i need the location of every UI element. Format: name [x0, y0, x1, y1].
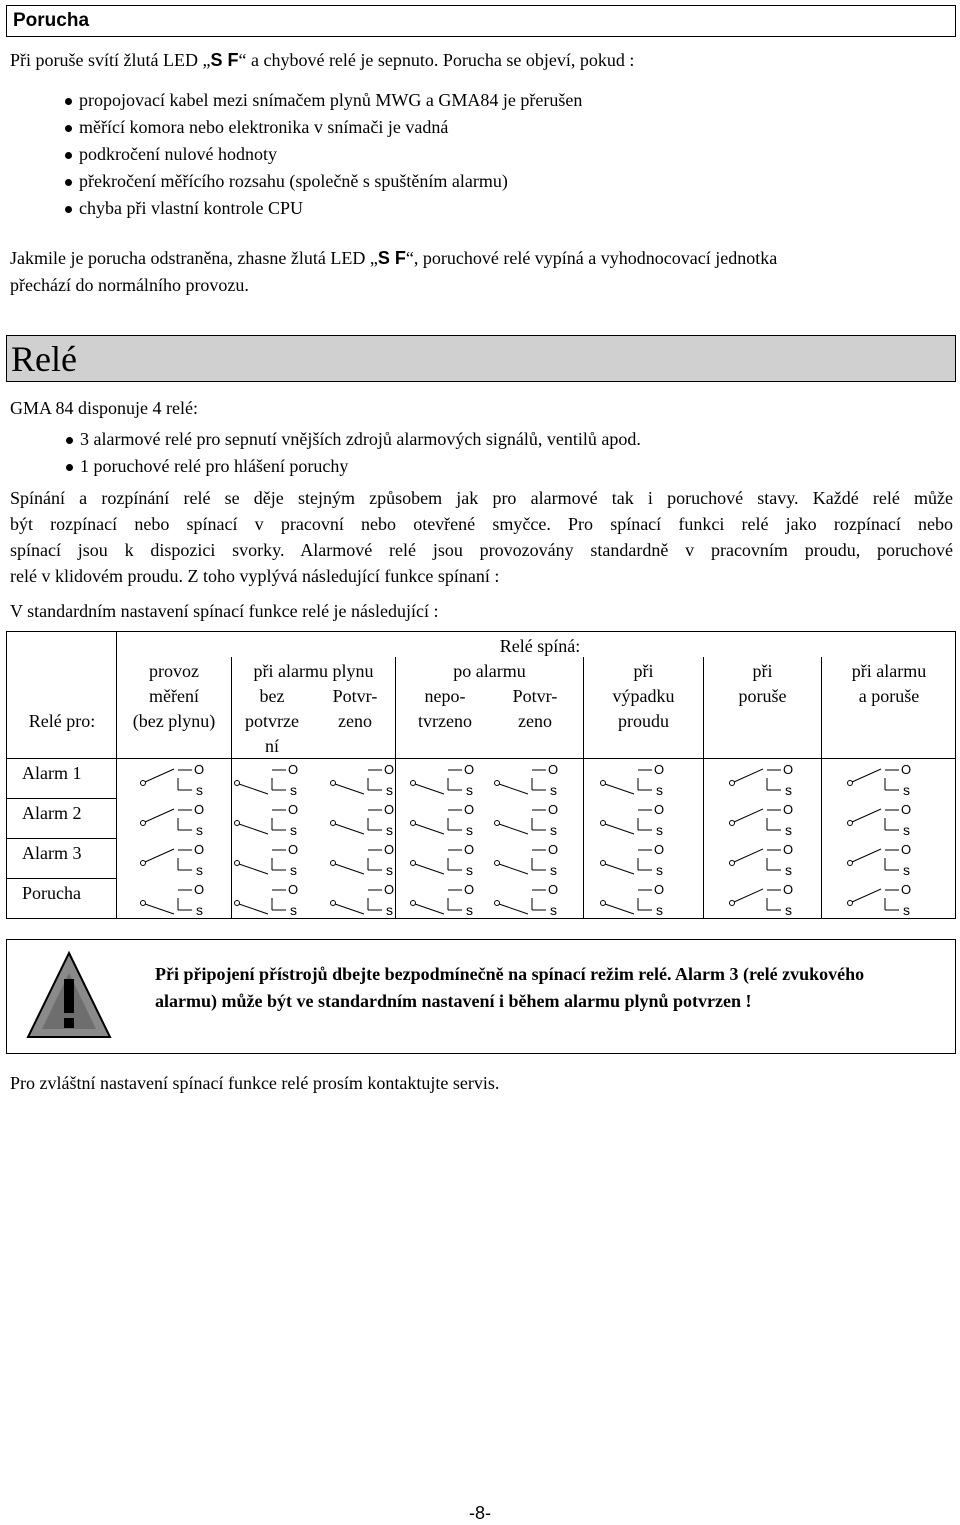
terminal-o-label: Ö: [464, 804, 475, 817]
rele-para-line: spínací jsou k dispozici svorky. Alarmové relé jsou provozovány standardně v pracovním proudu, poruchové: [10, 540, 953, 560]
col-pri-alarmu-a-poruse-l2: a poruše: [858, 686, 920, 706]
porucha-bullet: měřící komora nebo elektronika v snímači je vadná: [79, 117, 449, 137]
terminal-o-label: Ö: [783, 764, 794, 777]
terminal-o-label: Ö: [548, 764, 559, 777]
rele-bullet: 1 poruchové relé pro hlášení poruchy: [80, 456, 349, 476]
terminal-o-label: Ö: [783, 804, 794, 817]
footer-note: Pro zvláštní nastavení spínací funkce relé prosím kontaktujte servis.: [10, 1073, 500, 1093]
table-row-divider: [6, 798, 116, 799]
terminal-s-label: s: [903, 862, 910, 878]
relay-switch-icon: [410, 764, 492, 798]
porucha-intro-a: Při poruše svítí žlutá LED „: [10, 50, 211, 70]
porucha-after-b: “, poruchové relé vypíná a vyhodnocovací jednotka: [405, 248, 778, 268]
relay-switch-icon: [140, 884, 222, 918]
row-label-alarm-3: Alarm 3: [22, 843, 82, 863]
terminal-s-label: s: [386, 782, 393, 798]
porucha-heading: Porucha: [13, 10, 90, 31]
terminal-s-label: s: [785, 822, 792, 838]
terminal-s-label: s: [466, 862, 473, 878]
relay-switch-icon: [494, 884, 576, 918]
relay-switch-icon: [600, 764, 682, 798]
terminal-s-label: s: [196, 862, 203, 878]
rele-para-line: relé v klidovém proudu. Z toho vyplývá následující funkce spínaní :: [10, 566, 500, 586]
led-sf-label: S F: [377, 248, 406, 268]
terminal-s-label: s: [550, 782, 557, 798]
relay-switch-icon: [410, 844, 492, 878]
relay-switch-icon: [234, 884, 316, 918]
terminal-o-label: Ö: [901, 884, 912, 897]
warning-triangle-icon: [24, 949, 114, 1045]
relay-switch-icon: [729, 844, 811, 878]
relay-switch-icon: [847, 844, 929, 878]
relay-switch-icon: [729, 764, 811, 798]
terminal-s-label: s: [903, 782, 910, 798]
porucha-bullet: podkročení nulové hodnoty: [79, 144, 277, 164]
terminal-s-label: s: [550, 862, 557, 878]
page-number: -8-: [469, 1503, 491, 1523]
relay-switch-icon: [600, 804, 682, 838]
terminal-o-label: Ö: [901, 764, 912, 777]
porucha-bullet: propojovací kabel mezi snímačem plynů MWG a GMA84 je přerušen: [79, 90, 583, 110]
relay-switch-icon: [494, 804, 576, 838]
terminal-s-label: s: [290, 822, 297, 838]
col-bez-potvrzeni-l2: potvrze: [245, 711, 299, 731]
terminal-s-label: s: [466, 822, 473, 838]
rele-heading: Relé: [11, 339, 77, 379]
terminal-o-label: Ö: [464, 764, 475, 777]
rele-heading-box: [6, 335, 956, 382]
terminal-o-label: Ö: [288, 804, 299, 817]
col-pri-vypadku-l3: proudu: [618, 711, 669, 731]
terminal-o-label: Ö: [654, 764, 665, 777]
relay-switch-icon: [600, 884, 682, 918]
led-sf-label: S F: [210, 50, 239, 70]
relay-switch-icon: [847, 804, 929, 838]
relay-switch-icon: [234, 804, 316, 838]
terminal-o-label: Ö: [288, 764, 299, 777]
porucha-after-line2: přechází do normálního provozu.: [10, 275, 249, 295]
col-pri-vypadku-l1: při: [633, 661, 654, 681]
relay-switch-icon: [847, 764, 929, 798]
terminal-o-label: Ö: [288, 884, 299, 897]
terminal-o-label: Ö: [548, 844, 559, 857]
terminal-s-label: s: [550, 822, 557, 838]
terminal-o-label: Ö: [384, 884, 395, 897]
terminal-o-label: Ö: [384, 844, 395, 857]
porucha-intro: [10, 50, 634, 71]
terminal-s-label: s: [656, 902, 663, 918]
terminal-s-label: s: [386, 822, 393, 838]
terminal-s-label: s: [290, 902, 297, 918]
terminal-s-label: s: [466, 902, 473, 918]
col-provoz-l1: provoz: [149, 661, 199, 681]
terminal-s-label: s: [290, 862, 297, 878]
relay-switch-icon: [330, 884, 412, 918]
terminal-s-label: s: [903, 822, 910, 838]
terminal-s-label: s: [785, 782, 792, 798]
row-label-alarm-1: Alarm 1: [22, 763, 82, 783]
table-row-divider: [6, 758, 956, 759]
rele-intro: GMA 84 disponuje 4 relé:: [10, 398, 198, 418]
terminal-o-label: Ö: [194, 764, 205, 777]
table-row-divider: [6, 838, 116, 839]
terminal-s-label: s: [290, 782, 297, 798]
col-potvrzeno-2-l1: Potvr-: [512, 686, 558, 706]
relay-for-header: Relé pro:: [28, 711, 96, 731]
terminal-s-label: s: [196, 902, 203, 918]
terminal-o-label: Ö: [654, 884, 665, 897]
relay-switch-icon: [410, 804, 492, 838]
relay-switch-icon: [140, 764, 222, 798]
col-po-alarmu: po alarmu: [453, 661, 526, 681]
terminal-s-label: s: [903, 902, 910, 918]
terminal-o-label: Ö: [384, 804, 395, 817]
table-top-border-left: [6, 631, 116, 632]
relay-switch-icon: [234, 764, 316, 798]
porucha-intro-b: “ a chybové relé je sepnuto. Porucha se objeví, pokud :: [238, 50, 635, 70]
row-label-alarm-2: Alarm 2: [22, 803, 82, 823]
col-pri-poruse-l1: při: [752, 661, 773, 681]
col-nepotvrzeno-l1: nepo-: [424, 686, 466, 706]
terminal-o-label: Ö: [548, 884, 559, 897]
relay-switch-icon: [330, 844, 412, 878]
relay-switch-icon: [494, 764, 576, 798]
relay-switch-icon: [410, 884, 492, 918]
terminal-o-label: Ö: [548, 804, 559, 817]
terminal-o-label: Ö: [901, 804, 912, 817]
relay-switches-header: Relé spíná:: [499, 636, 581, 656]
table-row-divider: [6, 878, 116, 879]
terminal-s-label: s: [785, 862, 792, 878]
terminal-s-label: s: [196, 822, 203, 838]
relay-switch-icon: [140, 804, 222, 838]
col-pri-alarmu-plynu: při alarmu plynu: [253, 661, 374, 681]
terminal-o-label: Ö: [464, 844, 475, 857]
relay-switch-icon: [234, 844, 316, 878]
relay-switch-icon: [140, 844, 222, 878]
terminal-o-label: Ö: [194, 884, 205, 897]
terminal-o-label: Ö: [783, 884, 794, 897]
relay-switch-icon: [729, 804, 811, 838]
col-potvrzeno-1-l2: zeno: [338, 711, 372, 731]
terminal-o-label: Ö: [901, 844, 912, 857]
col-provoz-l2: měření: [149, 686, 199, 706]
rele-para-line: Spínání a rozpínání relé se děje stejným způsobem jak pro alarmové tak i poruchové stavy. Každé relé může: [10, 488, 953, 508]
terminal-o-label: Ö: [194, 844, 205, 857]
terminal-o-label: Ö: [384, 764, 395, 777]
porucha-after-line1: [10, 248, 777, 269]
table-top-border: [116, 631, 956, 632]
terminal-s-label: s: [466, 782, 473, 798]
col-pri-poruse-l2: poruše: [738, 686, 787, 706]
rele-para-line: být rozpínací nebo spínací v pracovní nebo otevřené smyčce. Pro spínací funkci relé jako rozpínací nebo: [10, 514, 953, 534]
relay-switch-icon: [330, 804, 412, 838]
col-nepotvrzeno-l2: tvrzeno: [418, 711, 472, 731]
porucha-heading-box: [6, 5, 956, 37]
relay-switch-icon: [600, 844, 682, 878]
terminal-s-label: s: [386, 902, 393, 918]
row-label-porucha: Porucha: [22, 883, 81, 903]
porucha-bullet: chyba při vlastní kontrole CPU: [79, 198, 303, 218]
terminal-o-label: Ö: [783, 844, 794, 857]
rele-bullet: 3 alarmové relé pro sepnutí vnějších zdrojů alarmových signálů, ventilů apod.: [80, 429, 641, 449]
terminal-o-label: Ö: [194, 804, 205, 817]
terminal-s-label: s: [386, 862, 393, 878]
warning-text: Při připojení přístrojů dbejte bezpodmínečně na spínací režim relé. Alarm 3 (relé zvukového alarmu) může být ve standardním nastavení i během alarmu plynů potvrzen !: [155, 964, 865, 1011]
col-bez-potvrzeni-l1: bez: [259, 686, 285, 706]
relay-switch-icon: [729, 884, 811, 918]
terminal-s-label: s: [785, 902, 792, 918]
porucha-after-a: Jakmile je porucha odstraněna, zhasne žlutá LED „: [10, 248, 378, 268]
col-pri-vypadku-l2: výpadku: [612, 686, 675, 706]
relay-switch-icon: [330, 764, 412, 798]
col-provoz-l3: (bez plynu): [132, 711, 216, 731]
terminal-o-label: Ö: [464, 884, 475, 897]
terminal-o-label: Ö: [288, 844, 299, 857]
terminal-s-label: s: [550, 902, 557, 918]
porucha-bullet: překročení měřícího rozsahu (společně s spuštěním alarmu): [79, 171, 508, 191]
col-potvrzeno-2-l2: zeno: [518, 711, 552, 731]
terminal-s-label: s: [196, 782, 203, 798]
terminal-o-label: Ö: [654, 804, 665, 817]
terminal-s-label: s: [656, 822, 663, 838]
terminal-s-label: s: [656, 862, 663, 878]
terminal-s-label: s: [656, 782, 663, 798]
standard-setting-line: V standardním nastavení spínací funkce relé je následující :: [10, 601, 439, 621]
col-potvrzeno-1-l1: Potvr-: [332, 686, 378, 706]
col-bez-potvrzeni-l3: ní: [264, 736, 279, 756]
col-pri-alarmu-a-poruse-l1: při alarmu: [851, 661, 927, 681]
relay-switch-icon: [847, 884, 929, 918]
terminal-o-label: Ö: [654, 844, 665, 857]
relay-switch-icon: [494, 844, 576, 878]
